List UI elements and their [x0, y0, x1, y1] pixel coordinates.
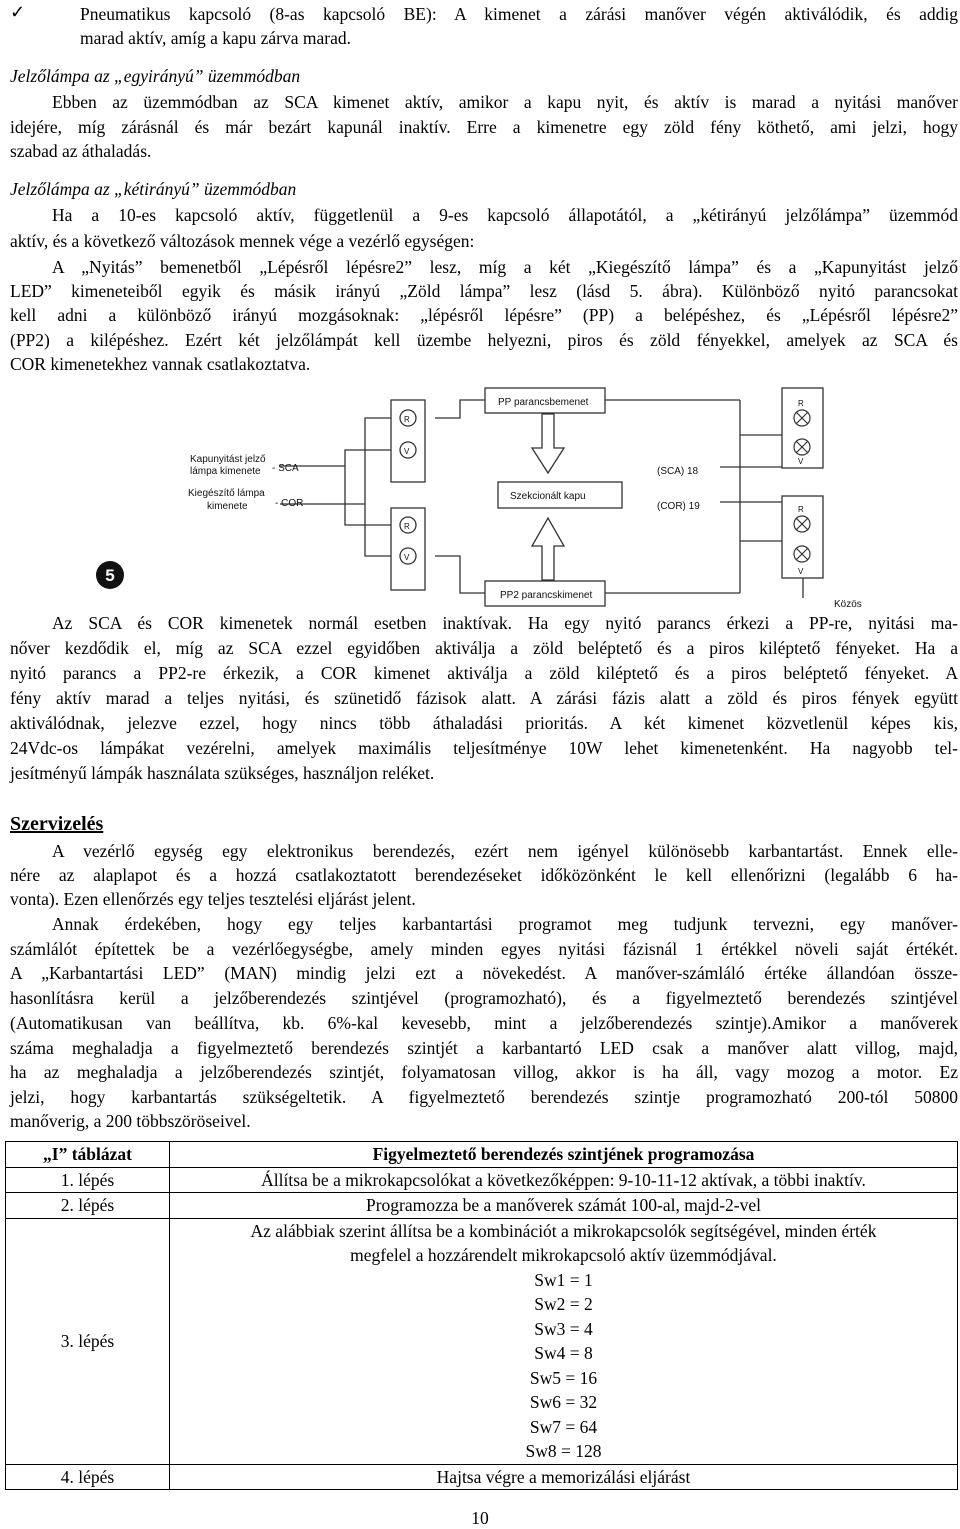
two-way-line-5: kell adni a különböző irányú mozgásoknak: „lépésről lépésre” (PP) a belépéshez, és „Lépésről lépésre2” [10, 305, 958, 325]
service-line-8: (Automatikusan van beállítva, kb. 6%-kal kevesebb, mint a jelzőberendezés szintje).Amikor a manőverek [10, 1013, 958, 1033]
left-top-v: V [404, 447, 410, 456]
table-header-2: Figyelmeztető berendezés szintjének programozása [170, 1142, 958, 1168]
switch-value: Sw8 = 128 [525, 1441, 602, 1461]
arrow-up [532, 518, 564, 580]
switch-value: Sw5 = 16 [529, 1367, 598, 1388]
table-row [6, 1218, 958, 1464]
left-bottom-r: R [404, 522, 410, 531]
switch-value: Sw6 = 32 [529, 1392, 598, 1412]
sca-label-3: - SCA [272, 463, 299, 474]
service-line-3: vonta). Ezen ellenőrzés egy teljes tesztelési eljárást jelent. [10, 889, 416, 909]
step-1-label: 1. lépés [6, 1167, 170, 1193]
step-2-text: Programozza be a manőverek számát 100-al, majd-2-vel [170, 1193, 958, 1219]
sca-label-2: lámpa kimenete [190, 466, 261, 477]
left-bottom-v: V [404, 553, 410, 562]
two-way-line-2: aktív, és a következő változások mennek vége a vezérlő egységen: [10, 231, 475, 251]
sca-18-label: (SCA) 18 [657, 466, 699, 477]
table-row [6, 1167, 958, 1193]
table-header-row [6, 1142, 958, 1168]
left-top-lamp-box [391, 400, 425, 482]
cor-label-1: Kiegészítő lámpa [188, 488, 265, 499]
service-line-5: számlálót építettek be a vezérlőegységbe, amely minden egyes nyitási fázisnál 1 értékkel növeli saját értékét. [10, 939, 958, 959]
gate-label: Szekcionált kapu [510, 491, 586, 502]
checkmark-icon: ✓ [10, 2, 26, 22]
step-3-label: 3. lépés [6, 1218, 170, 1464]
service-line-9: száma meghaladja a figyelmeztető berendezés szintjét a karbantartó LED csak a manőver alatt villog, majd, [10, 1038, 958, 1058]
para2-line-7: jesítményű lámpák használata szükséges, használjon reléket. [10, 763, 435, 783]
programming-table [5, 1141, 958, 1490]
left-top-r: R [404, 415, 410, 424]
wire-left-1 [365, 418, 391, 556]
one-way-heading: Jelzőlámpa az „egyirányú” üzemmódban [10, 66, 301, 86]
para2-line-5: aktiválódnak, jelezve ezzel, hogy nincs több áthaladási prioritás. A két kimenet közvetlenül képes kis, [10, 713, 958, 733]
step-1-text: Állítsa be a mikrokapcsolókat a következőképpen: 9-10-11-12 aktívak, a többi inaktív. [170, 1167, 958, 1193]
switch-value: Sw4 = 8 [534, 1343, 593, 1363]
para2-line-1: Az SCA és COR kimenetek normál esetben inaktívak. Ha egy nyitó parancs érkezi a PP-re, nyitási ma- [52, 613, 958, 633]
step-3-text-1: Az alábbiak szerint állítsa be a kombinációt a mikrokapcsolók segítségével, minden érték [250, 1220, 877, 1241]
wiring-diagram [80, 378, 880, 615]
switch-value: Sw3 = 4 [534, 1318, 593, 1339]
switch-value: Sw1 = 1 [534, 1269, 593, 1290]
para2-line-2: nőver kezdődik el, míg az SCA ezzel egyidőben aktiválja a zöld beléptető és a piros kiléptető fényeket. Ha a [10, 638, 958, 658]
sca-label-1: Kapunyitást jelző [190, 454, 266, 465]
service-line-6: A „Karbantartási LED” (MAN) mindig jelzi ezt a növekedést. A manőver-számláló értéke állandóan össze- [10, 963, 958, 983]
service-line-12: manőverig, a 200 többszöröseivel. [10, 1111, 251, 1131]
one-way-line-1: Ebben az üzemmódban az SCA kimenet aktív, amikor a kapu nyit, és aktív is marad a nyitási manőver [52, 92, 958, 112]
table-row [6, 1193, 958, 1219]
two-way-line-4: LED” kimeneteiből egyik és másik irányú „Zöld lámpa” lesz (lásd 5. ábra). Különböző nyitó parancsokat [10, 281, 958, 301]
wire-left-2 [345, 450, 391, 525]
para2-line-6: 24Vdc-os lámpákat vezérelni, amelyek maximális teljesítménye 10W lehet kimenetenként. Ha nagyobb tel- [10, 738, 958, 758]
pp2-output-label: PP2 parancskimenet [500, 590, 593, 601]
intro-line-1: Pneumatikus kapcsoló (8-as kapcsoló BE): A kimenet a zárási manőver végén aktiválódik, és addig [80, 4, 958, 24]
service-line-10: ha az meghaladja a jelzőberendezés szintjét, folyamatosan villog, akkor is ha áll, vagy mozog a motor. Ez [10, 1062, 958, 1082]
para2-line-4: fény aktív marad a teljes nyitási, és szünetidő fázisok alatt. A zárási fázis alatt a zöld és piros fények együtt [10, 688, 958, 708]
step-2-label: 2. lépés [6, 1193, 170, 1219]
step-3-cell [170, 1218, 958, 1464]
service-line-1: A vezérlő egység egy elektronikus berendezés, ezért nem igényel különösebb karbantartást. Ennek elle- [52, 841, 958, 861]
page-number: 10 [471, 1508, 489, 1528]
switch-value: Sw7 = 64 [529, 1416, 598, 1437]
cor-label-2: kimenete [207, 501, 248, 512]
two-way-line-3: A „Nyitás” bemenetből „Lépésről lépésre2” lesz, míg a két „Kiegészítő lámpa” és a „Kapunyitást jelző [52, 257, 958, 277]
figure-number: 5 [105, 566, 115, 585]
common-label: Közös [834, 599, 862, 610]
two-way-line-6: (PP2) a kilépéshez. Ezért két jelzőlámpát kell üzembe helyezni, piros és zöld fényekkel, amelyek az SCA és [10, 330, 958, 350]
two-way-line-1: Ha a 10-es kapcsoló aktív, függetlenül a 9-es kapcsoló állapotától, a „kétirányú jelzőlámpa” üzemmód [52, 205, 958, 225]
one-way-line-2: idejére, míg zárásnál és már bezárt kapunál inaktív. Erre a kimenetre egy zöld fény köthető, ami jelzi, hogy [10, 117, 958, 137]
pp-input-label: PP parancsbemenet [498, 397, 589, 408]
cor-label-3: - COR [275, 498, 304, 509]
step-4-text: Hajtsa végre a memorizálási eljárást [170, 1464, 958, 1490]
service-line-4: Annak érdekében, hogy egy teljes karbantartási programot meg tudjunk tervezni, egy manőver- [52, 914, 958, 934]
service-line-11: jelzi, hogy karbantartás szükségeltetik. A figyelmeztető berendezés szintje programozható 200-tól 50800 [10, 1087, 958, 1107]
two-way-heading: Jelzőlámpa az „kétirányú” üzemmódban [10, 179, 297, 199]
two-way-line-7: COR kimenetekhez vannak csatlakoztatva. [10, 354, 311, 374]
switch-value: Sw2 = 2 [534, 1294, 593, 1314]
cor-19-label: (COR) 19 [657, 501, 700, 512]
table-header-1: „I” táblázat [6, 1142, 170, 1168]
right-bottom-r: R [798, 505, 804, 514]
right-top-r: R [798, 399, 804, 408]
step-3-text-2: megfelel a hozzárendelt mikrokapcsoló aktív üzemmódjával. [350, 1245, 777, 1265]
one-way-line-3: szabad az áthaladás. [10, 141, 152, 161]
left-bottom-lamp-box [391, 508, 425, 590]
intro-line-2: marad aktív, amíg a kapu zárva marad. [80, 28, 351, 48]
service-heading: Szervizelés [10, 813, 104, 835]
right-bottom-v: V [798, 567, 804, 576]
right-top-v: V [798, 457, 804, 466]
arrow-down [532, 414, 564, 473]
para2-line-3: nyitó parancs a PP2-re érkezik, a COR kimenet aktiválja a zöld kiléptető és a piros beléptető fényeket. A [10, 663, 958, 683]
service-line-7: hasonlításra kerül a jelzőberendezés szintjével (programozható), és a figyelmeztető berendezés szintjével [10, 988, 958, 1008]
service-line-2: nére az alaplapot és a hozzá csatlakoztatott berendezéseket időközönként le kell ellenőrizni (legalább 6 ha- [10, 865, 958, 885]
table-row [6, 1464, 958, 1490]
step-4-label: 4. lépés [6, 1464, 170, 1490]
